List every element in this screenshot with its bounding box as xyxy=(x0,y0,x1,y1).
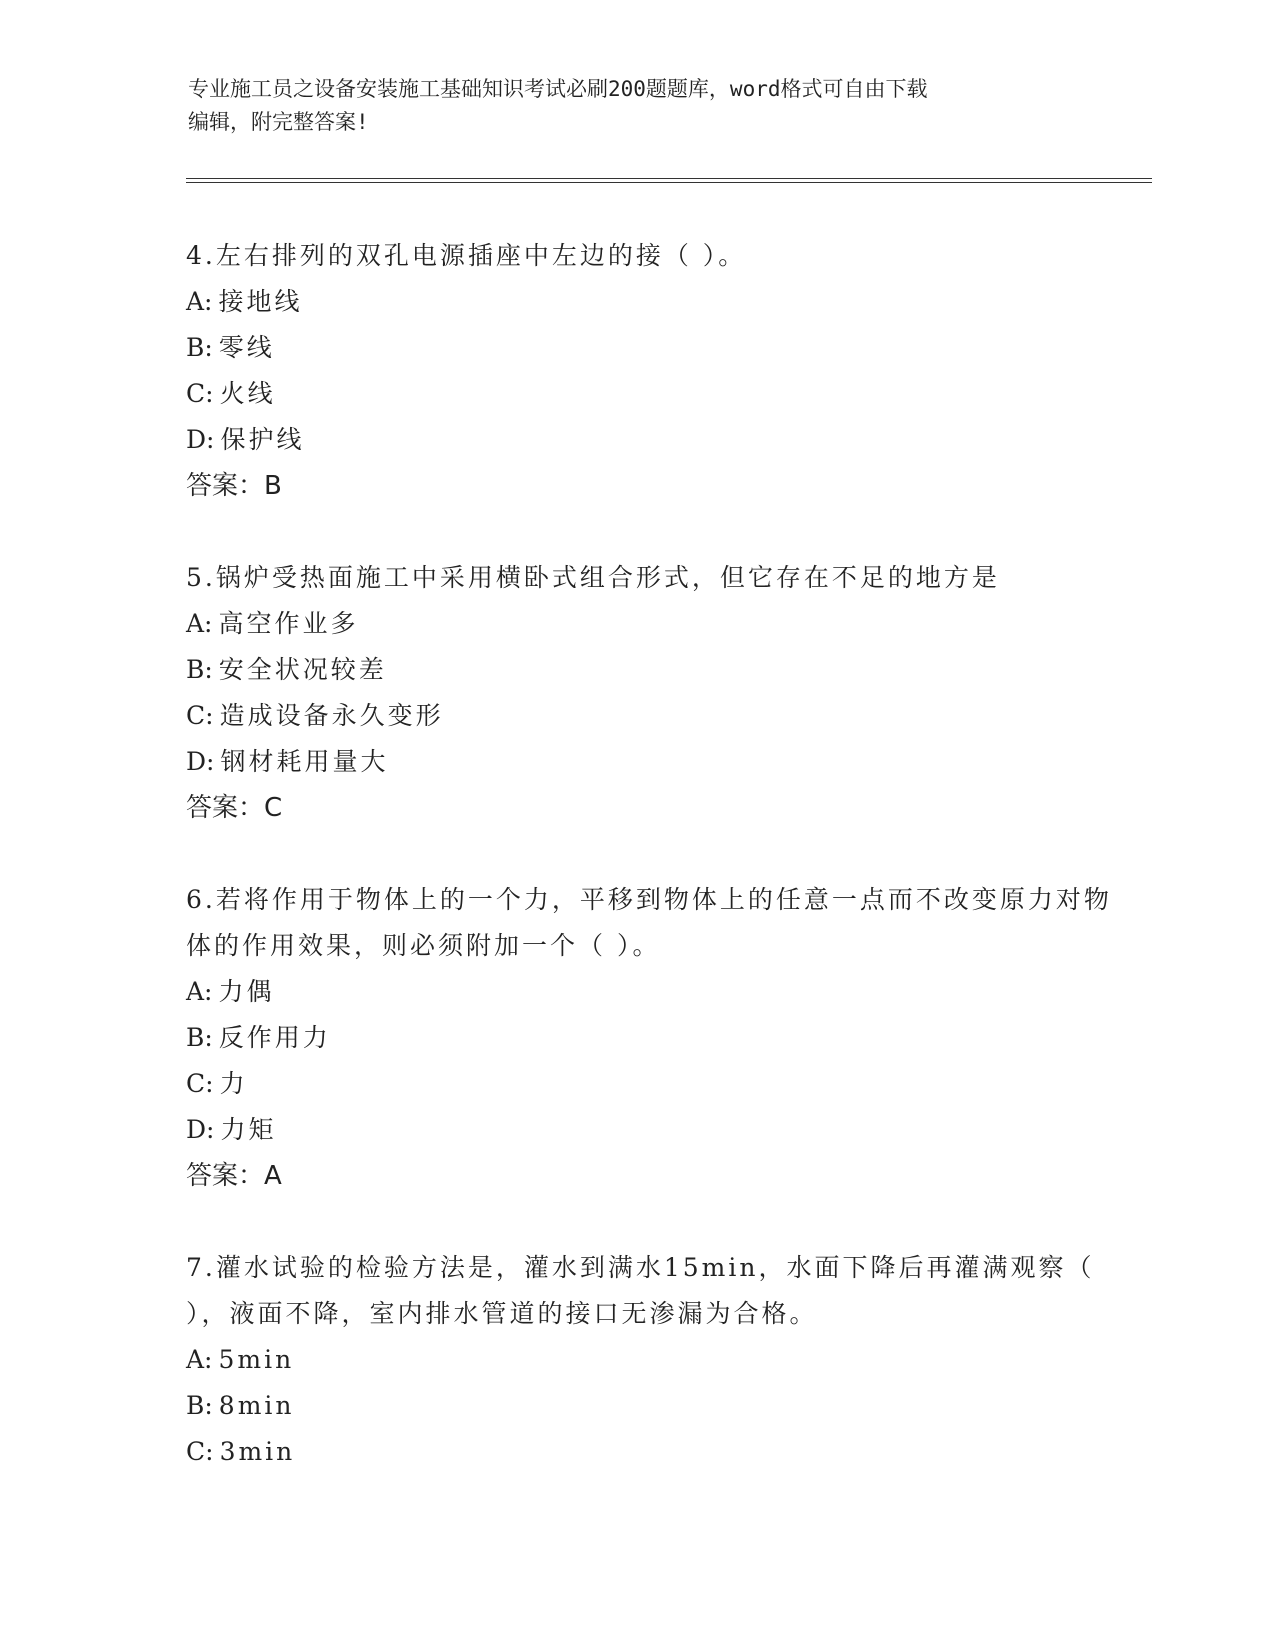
option-letter: A: xyxy=(186,977,213,1006)
option-d xyxy=(186,739,1126,785)
document-header xyxy=(188,73,1088,139)
option-text: 力 xyxy=(219,1069,248,1098)
header-divider-top xyxy=(186,178,1152,179)
option-text: 接地线 xyxy=(218,287,303,316)
question-list xyxy=(186,233,1126,1521)
option-text: 高空作业多 xyxy=(218,609,359,638)
header-title-line-2: 编辑，附完整答案! xyxy=(188,110,369,134)
answer-line: 答案：C xyxy=(186,793,283,823)
option-c xyxy=(186,1429,1126,1475)
option-letter: B: xyxy=(186,1023,213,1052)
option-c xyxy=(186,693,1126,739)
option-letter: B: xyxy=(186,333,213,362)
option-b xyxy=(186,1383,1126,1429)
option-text: 8min xyxy=(218,1391,295,1420)
option-letter: C: xyxy=(186,379,214,408)
option-letter: D: xyxy=(186,1115,215,1144)
option-letter: C: xyxy=(186,1437,214,1466)
header-title-line-1: 专业施工员之设备安装施工基础知识考试必刷200题题库，word格式可自由下载 xyxy=(188,77,928,101)
option-text: 保护线 xyxy=(220,425,305,454)
option-letter: A: xyxy=(186,609,213,638)
question-7 xyxy=(186,1245,1126,1475)
option-text: 造成设备永久变形 xyxy=(219,701,444,730)
option-text: 3min xyxy=(219,1437,296,1466)
option-a xyxy=(186,279,1126,325)
option-a xyxy=(186,601,1126,647)
option-b xyxy=(186,1015,1126,1061)
option-c xyxy=(186,371,1126,417)
option-text: 钢材耗用量大 xyxy=(220,747,389,776)
option-letter: D: xyxy=(186,747,215,776)
question-stem: 5.锅炉受热面施工中采用横卧式组合形式，但它存在不足的地方是 xyxy=(186,563,1000,592)
option-text: 力偶 xyxy=(218,977,275,1006)
option-c xyxy=(186,1061,1126,1107)
option-letter: D: xyxy=(186,425,215,454)
question-stem: 7.灌水试验的检验方法是，灌水到满水15min，水面下降后再灌满观察（ ），液面不降，室内排水管道的接口无渗漏为合格。 xyxy=(186,1253,1095,1328)
question-6 xyxy=(186,877,1126,1199)
question-stem: 6.若将作用于物体上的一个力，平移到物体上的任意一点而不改变原力对物体的作用效果，则必须附加一个（ ）。 xyxy=(186,885,1112,960)
option-text: 5min xyxy=(218,1345,295,1374)
question-stem: 4.左右排列的双孔电源插座中左边的接（ ）。 xyxy=(186,241,747,270)
option-letter: C: xyxy=(186,701,214,730)
question-5 xyxy=(186,555,1126,831)
header-divider-bottom xyxy=(186,182,1152,183)
option-letter: C: xyxy=(186,1069,214,1098)
option-text: 火线 xyxy=(219,379,276,408)
question-4 xyxy=(186,233,1126,509)
option-d xyxy=(186,417,1126,463)
option-text: 零线 xyxy=(218,333,275,362)
answer-line: 答案：B xyxy=(186,471,282,501)
option-text: 安全状况较差 xyxy=(218,655,387,684)
option-a xyxy=(186,1337,1126,1383)
option-letter: A: xyxy=(186,287,213,316)
option-b xyxy=(186,325,1126,371)
option-text: 力矩 xyxy=(220,1115,277,1144)
option-letter: B: xyxy=(186,1391,213,1420)
option-text: 反作用力 xyxy=(218,1023,331,1052)
answer-line: 答案：A xyxy=(186,1161,282,1191)
option-letter: B: xyxy=(186,655,213,684)
option-d xyxy=(186,1107,1126,1153)
option-letter: A: xyxy=(186,1345,213,1374)
option-a xyxy=(186,969,1126,1015)
option-b xyxy=(186,647,1126,693)
